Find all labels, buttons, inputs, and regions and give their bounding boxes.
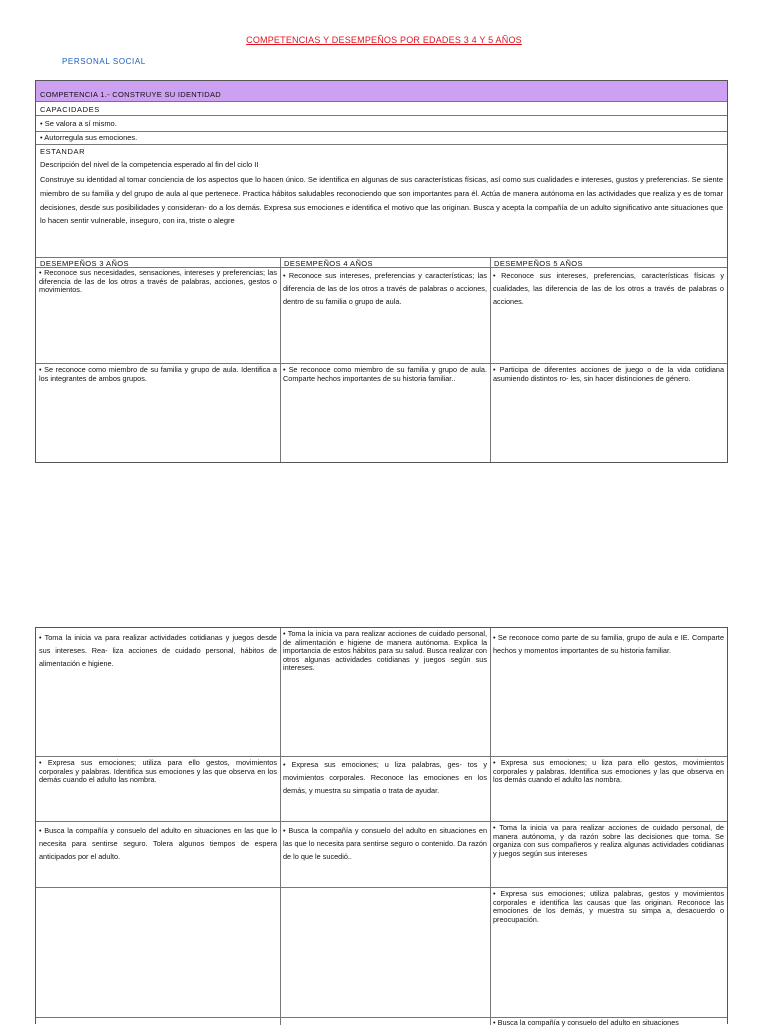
table-cell: • Reconoce sus necesidades, sensaciones, intereses y preferencias; las diferencia de las de los otros a través de palabras, acciones, gestos o movimientos. [39, 268, 277, 295]
estandar-text: Construye su identidad al tomar conciencia de los aspectos que lo hacen único. Se identifica en algunas de sus características físicas, así como sus cualidades e intereses, gustos y preferencias. Se siente miembro de su familia y del grupo de aula al que pertenece. Practica hábitos saludables reconociendo que son importantes para él. Actúa de manera autónoma en las actividades que realiza y es de tomar decisiones, desde sus posibilidades y consideran- do a los demás. Expresa sus emociones e identifica el motivo que las originan. Busca y acepta la compañía de un adulto significativo ante situaciones que lo hacen sentir vulnerable, inseguro, con ira, triste o alegre [40, 175, 723, 226]
column-divider [280, 628, 281, 1025]
table-cell: • Expresa sus emociones; u liza para ello gestos, movimientos corporales y palabras. Identifica sus emociones y las que observa en los demás cuando el adulto las nombra. [493, 758, 724, 785]
capacidad-item: • Autorregula sus emociones. [40, 133, 138, 142]
competencia-table [35, 80, 728, 463]
table-cell: • Se reconoce como miembro de su familia y grupo de aula. Comparte hechos importantes de su historia familiar.. [283, 365, 487, 383]
capacidades-label: CAPACIDADES [40, 105, 100, 114]
column-header-3: DESEMPEÑOS 3 AÑOS [40, 259, 129, 268]
table-cell: • Busca la compañía y consuelo del adulto en situaciones en las que lo necesita para sentirse seguro o contenido. Da razón de lo que le sucedió.. [283, 826, 487, 861]
column-divider [280, 257, 281, 462]
table-cell: • Participa de diferentes acciones de juego o de la vida cotidiana asumiendo distintos ro- les, sin hacer distinciones de género. [493, 365, 724, 383]
column-divider [490, 257, 491, 462]
column-header-4: DESEMPEÑOS 4 AÑOS [284, 259, 373, 268]
competencia-title: COMPETENCIA 1.- CONSTRUYE SU IDENTIDAD [36, 81, 727, 102]
table-cell: • Expresa sus emociones; utiliza para ello gestos, movimientos corporales y palabras. Identifica sus emociones y las que observa en los demás cuando el adulto las nombra. [39, 758, 277, 785]
table-cell: • Toma la inicia va para realizar actividades cotidianas y juegos desde sus intereses. Rea- liza acciones de cuidado personal, hábitos de alimentación e higiene. [39, 633, 277, 668]
estandar-label: ESTANDAR [40, 147, 86, 156]
table-cell: • Busca la compañía y consuelo del adulto en situaciones en las que lo necesita para sentirse seguro. Tolera algunos tiempos de espera anticipados por el adulto. [39, 826, 277, 861]
table-cell: • Se reconoce como miembro de su familia y grupo de aula. Identifica a los integrantes de ambos grupos. [39, 365, 277, 383]
table-cell: • Expresa sus emociones; utiliza palabras, gestos y movimientos corporales e identifica las causas que las originan. Reconoce las emociones de los demás, y muestra su simpa a, desacuerdo o preocupación. [493, 889, 724, 924]
table-cell: • Busca la compañía y consuelo del adulto en situaciones [493, 1018, 679, 1027]
divider [36, 257, 727, 258]
table-cell: • Reconoce sus intereses, preferencias y características; las diferencia de las de los otros a través de palabras o acciones, dentro de su familia o grupo de aula. [283, 271, 487, 306]
column-divider [490, 628, 491, 1025]
table-cell: • Reconoce sus intereses, preferencias, características físicas y cualidades, las diferencia de las de los otros a través de palabras o acciones. [493, 271, 724, 306]
table-cell [280, 888, 490, 892]
desempenos-table-continued [35, 627, 728, 1027]
divider [36, 131, 727, 132]
table-cell: • Toma la inicia va para realizar acciones de cuidado personal, de alimentación e higiene de manera autónoma. Explica la importancia de estos hábitos para su salud. Busca realizar con otros algunas actividades cotidianas y juegos según sus intereses. [283, 629, 487, 673]
table-cell: • Se reconoce como parte de su familia, grupo de aula e IE. Comparte hechos y momentos importantes de su historia familiar. [493, 633, 724, 655]
page-title: COMPETENCIAS Y DESEMPEÑOS POR EDADES 3 4 Y 5 AÑOS [246, 35, 522, 45]
estandar-description: Descripción del nivel de la competencia esperado al fin del ciclo II [40, 160, 259, 169]
table-cell: • Expresa sus emociones; u liza palabras, ges- tos y movimientos corporales. Reconoce las emociones en los demás, y muestra su simpatía o trata de ayudar. [283, 760, 487, 795]
table-cell [36, 888, 280, 892]
column-header-5: DESEMPEÑOS 5 AÑOS [494, 259, 583, 268]
table-cell: • Toma la inicia va para realizar acciones de cuidado personal, de manera autónoma, y da razón sobre las decisiones que toma. Se organiza con sus compañeros y realiza algunas actividades cotidianas y juegos según sus intereses [493, 823, 724, 858]
area-label: PERSONAL SOCIAL [62, 57, 146, 66]
capacidad-item: • Se valora a sí mismo. [40, 119, 117, 128]
divider [36, 115, 727, 116]
divider [36, 144, 727, 145]
